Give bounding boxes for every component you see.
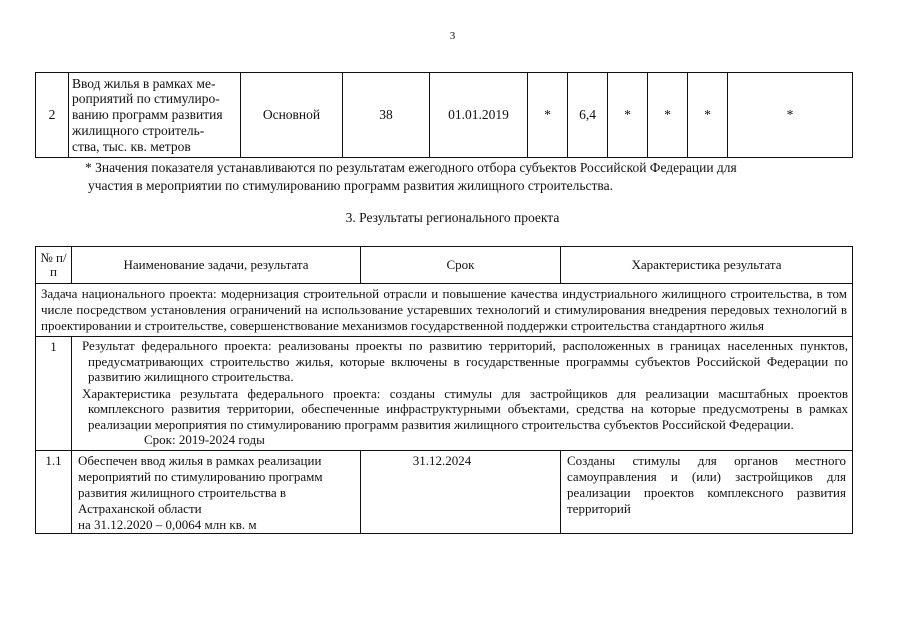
result-no: 1: [36, 337, 72, 451]
task-row: [36, 284, 853, 337]
indicator-name-line: роприятий по стимулиро-: [72, 91, 220, 107]
results-table-header: [36, 247, 853, 284]
subresult-row: [36, 450, 853, 533]
indicator-value-2023: *: [688, 73, 728, 158]
subresult-text-tail: на 31.12.2020 – 0,0064 млн кв. м: [78, 516, 257, 532]
result-row: [36, 337, 853, 451]
indicator-name-line: Ввод жилья в рамках ме-: [72, 75, 216, 91]
indicator-row: [36, 73, 853, 158]
indicator-value-2021: *: [608, 73, 648, 158]
indicator-name: [69, 73, 241, 158]
result-body: [72, 337, 853, 451]
indicator-value-2019: *: [528, 73, 568, 158]
national-task: Задача национального проекта: модернизация строительной отрасли и повышение качества индустриального жилищного строительства, в том числе посредством установления ограничений на использование устаревших технологий и стимулирования внедрения передовых технологий в проектировании и строительстве, совершенствование механизмов государственной поддержки строительства стандартного жилья: [36, 284, 853, 337]
federal-result-characteristic: Характеристика результата федерального проекта: созданы стимулы для застройщиков для реализации масштабных проектов комплексного развития территории, обеспеченные инфраструктурными объектами, средства на которые предусмотрены в рамках реализации мероприятия по стимулированию программ развития жилищного строительства субъектов Российской Федерации.: [82, 385, 848, 432]
subresult-date: 31.12.2024: [361, 450, 561, 533]
indicator-value-2022: *: [648, 73, 688, 158]
federal-result: Результат федерального проекта: реализованы проекты по развитию территорий, расположенных в границах населенных пунктов, предусматривающих строительство жилья, которые включены в государственные программы субъектов Российской Федерации по развитию жилищного строительства.: [82, 338, 848, 384]
indicator-name-line: ванию программ развития: [72, 107, 223, 123]
indicator-name-line: жилищного строитель-: [72, 122, 205, 138]
footnote-line: * Значения показателя устанавливаются по результатам ежегодного отбора субъектов Российской Федерации для: [85, 160, 737, 175]
subresult-text: [72, 450, 361, 533]
indicator-value-2024: *: [728, 73, 853, 158]
indicator-type: Основной: [241, 73, 343, 158]
indicator-name-line: ства, тыс. кв. метров: [72, 138, 191, 154]
header-term: Срок: [361, 247, 561, 284]
indicator-table: [35, 72, 853, 158]
indicator-base-date: 01.01.2019: [430, 73, 528, 158]
header-characteristic: Характеристика результата: [561, 247, 853, 284]
header-no: № п/п: [36, 247, 72, 284]
footnote: [85, 159, 837, 195]
subresult-text-main: Обеспечен ввод жилья в рамках реализации мероприятий по стимулированию программ развития жилищного строительства в Астраханской области: [78, 452, 323, 516]
indicator-base-value: 38: [343, 73, 430, 158]
indicator-no: 2: [36, 73, 69, 158]
federal-result-term: Срок: 2019-2024 годы: [144, 432, 265, 447]
page-number: 3: [449, 30, 456, 42]
header-name: Наименование задачи, результата: [72, 247, 361, 284]
subresult-no: 1.1: [36, 450, 72, 533]
subresult-characteristic: Созданы стимулы для органов местного самоуправления и (или) застройщиков для реализации проектов комплексного развития территорий: [561, 450, 853, 533]
section-title: 3. Результаты регионального проекта: [345, 210, 560, 225]
results-table: [35, 246, 853, 534]
indicator-value-2020: 6,4: [568, 73, 608, 158]
footnote-line: участия в мероприятии по стимулированию программ развития жилищного строительства.: [88, 178, 613, 193]
